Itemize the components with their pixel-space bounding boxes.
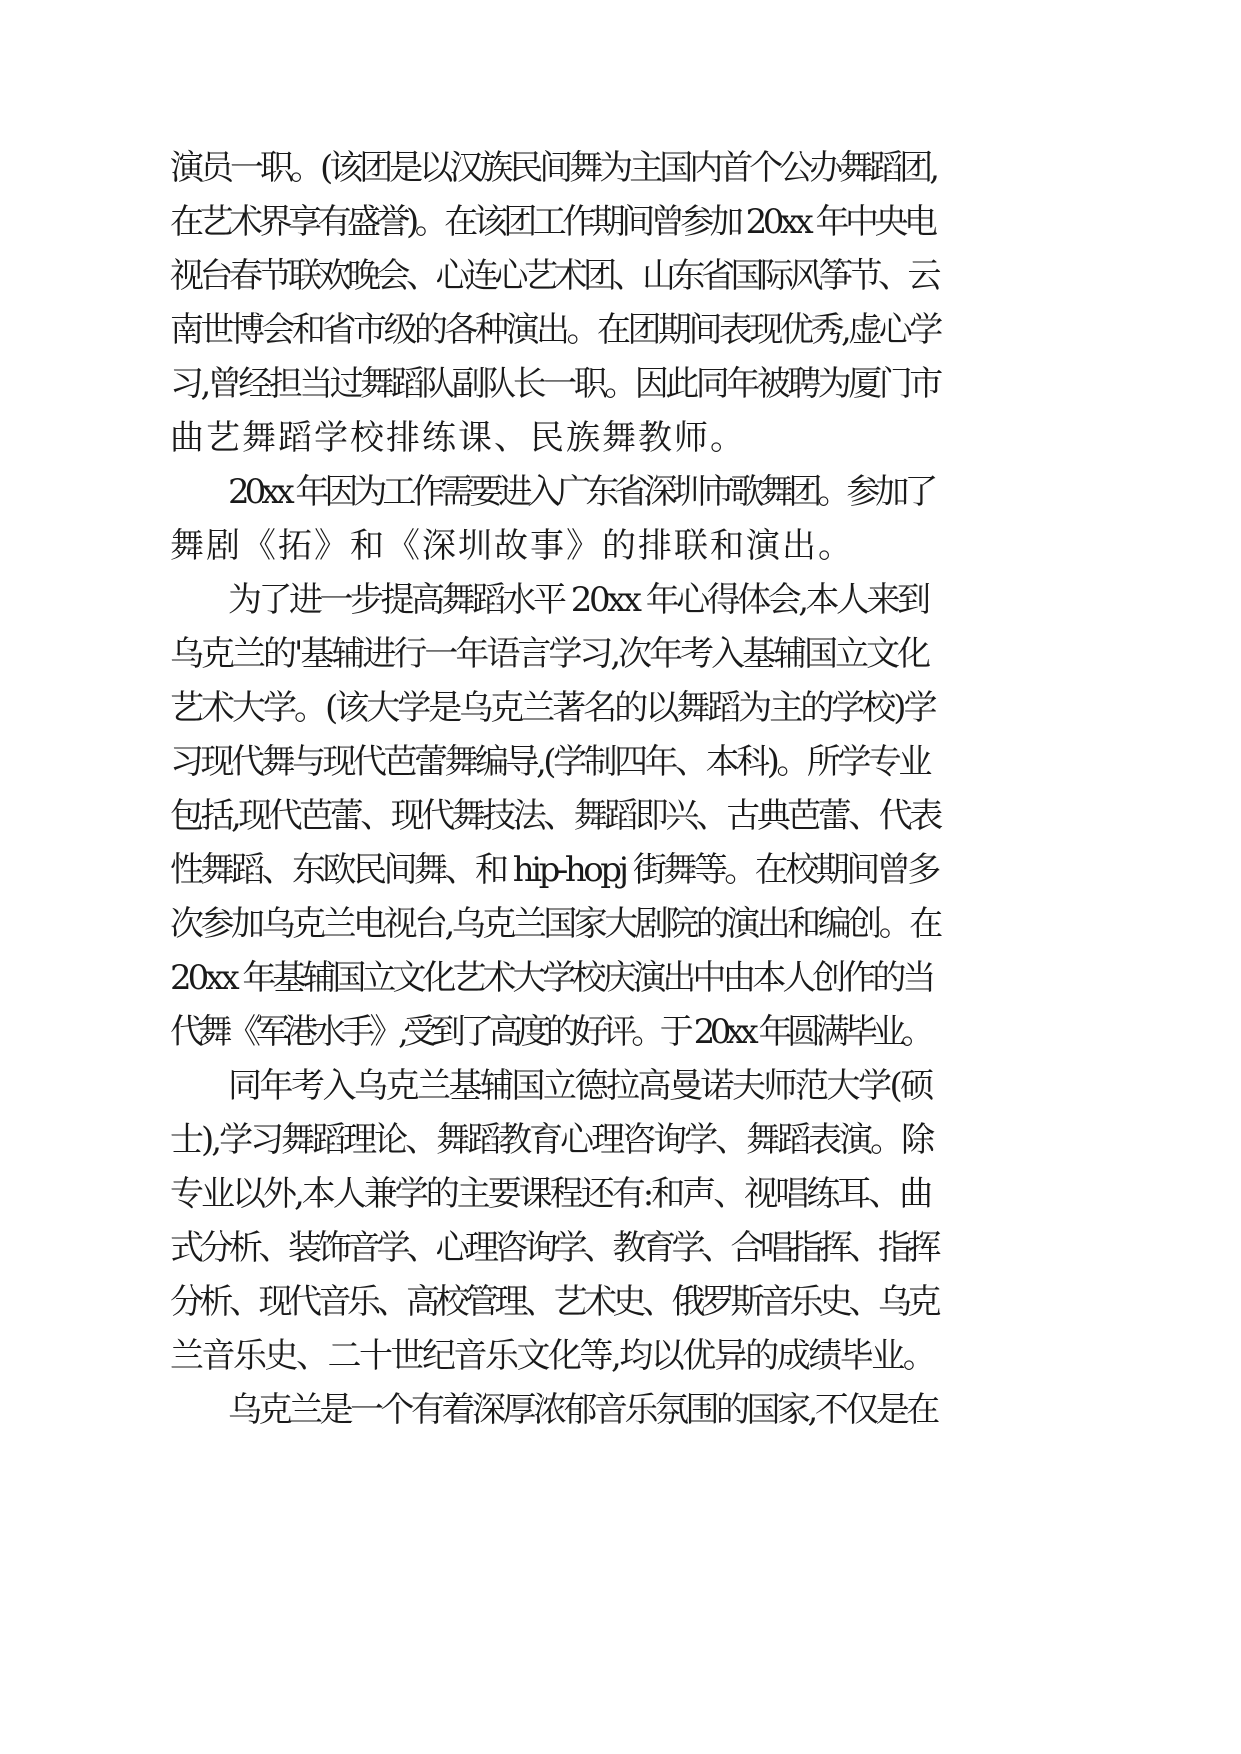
- text-line: 艺术大学。(该大学是乌克兰著名的以舞蹈为主的学校)学: [170, 688, 935, 728]
- text-line: 视台春节联欢晚会、心连心艺术团、山东省国际风筝节、云: [170, 256, 937, 296]
- text-line: 代舞《军港水手》,受到了高度的好评。于 20xx 年圆满毕业。: [170, 1012, 930, 1052]
- text-line: 20xx 年因为工作需要进入广东省深圳市歌舞团。参加了: [228, 472, 934, 512]
- text-line: 舞剧《拓》和《深圳故事》的排联和演出。: [170, 526, 854, 566]
- text-line: 分析、现代音乐、高校管理、艺术史、俄罗斯音乐史、乌克: [170, 1282, 937, 1322]
- text-line: 20xx 年基辅国立文化艺术大学校庆演出中由本人创作的当: [170, 958, 933, 998]
- text-line: 为了进一步提高舞蹈水平 20xx 年心得体会,本人来到: [228, 580, 928, 620]
- text-line: 曲艺舞蹈学校排练课、民族舞教师。: [170, 418, 746, 458]
- text-line: 南世博会和省市级的各种演出。在团期间表现优秀,虚心学: [170, 310, 940, 350]
- text-line: 专业以外,本人兼学的主要课程还有:和声、视唱练耳、曲: [170, 1174, 931, 1214]
- text-line: 习,曾经担当过舞蹈队副队长一职。因此同年被聘为厦门市: [170, 364, 940, 404]
- text-line: 习现代舞与现代芭蕾舞编导,(学制四年、本科)。所学专业: [170, 742, 929, 782]
- text-line: 同年考入乌克兰基辅国立德拉高曼诺夫师范大学(硕: [228, 1066, 932, 1106]
- text-line: 乌克兰的'基辅进行一年语言学习,次年考入基辅国立文化: [170, 634, 929, 674]
- text-line: 次参加乌克兰电视台,乌克兰国家大剧院的演出和编创。在: [170, 904, 940, 944]
- text-line: 士),学习舞蹈理论、舞蹈教育心理咨询学、舞蹈表演。除: [170, 1120, 933, 1160]
- text-line: 在艺术界享有盛誉)。在该团工作期间曾参加 20xx 年中央电: [170, 202, 934, 242]
- text-line: 兰音乐史、二十世纪音乐文化等,均以优异的成绩毕业。: [170, 1336, 935, 1376]
- text-line: 演员一职。(该团是以汉族民间舞为主国内首个公办舞蹈团,: [170, 148, 937, 188]
- text-line: 包括,现代芭蕾、现代舞技法、舞蹈即兴、古典芭蕾、代表: [170, 796, 940, 836]
- text-line: 式分析、装饰音学、心理咨询学、教育学、合唱指挥、指挥: [170, 1228, 937, 1268]
- text-line: 性舞蹈、东欧民间舞、和 hip-hopj 街舞等。在校期间曾多: [170, 850, 938, 890]
- text-line: 乌克兰是一个有着深厚浓郁音乐氛围的国家,不仅是在: [228, 1390, 937, 1430]
